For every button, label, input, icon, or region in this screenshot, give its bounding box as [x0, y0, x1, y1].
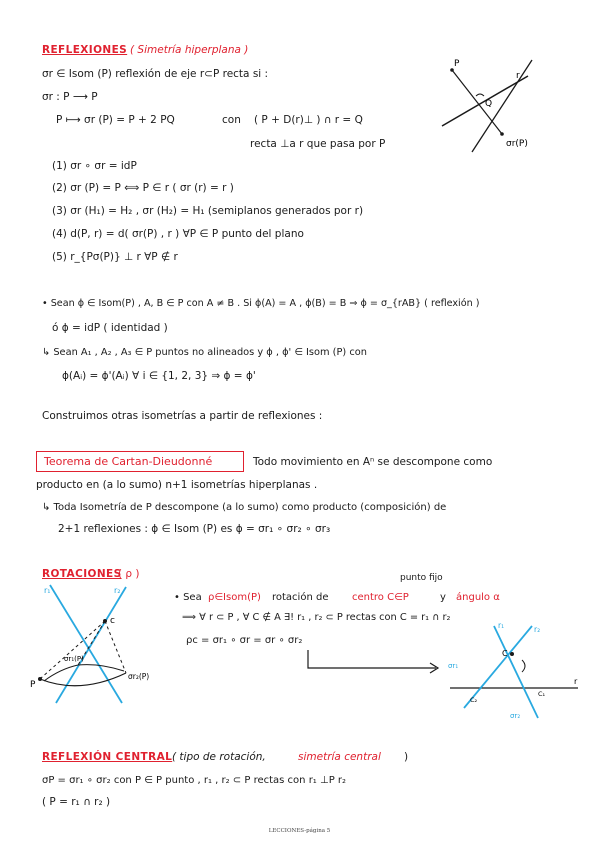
fig2-r: r — [574, 677, 578, 686]
central-paren-a: ( tipo de rotación, — [172, 751, 266, 763]
cartan-title: Teorema de Cartan-Dieudonné — [44, 455, 213, 468]
fig2-c2: C₂ — [470, 696, 478, 704]
prop-1: (1) σr ∘ σr = idP — [52, 160, 137, 172]
rot-line-1f: ángulo α — [456, 592, 500, 603]
fig2-s1: σr₁ — [448, 662, 459, 670]
reflection-figure — [440, 56, 570, 156]
reflexion-map-domain: σr : P ⟶ P — [42, 91, 98, 103]
fig1-s1: σr₁(P) — [64, 655, 84, 663]
fig1-s2: σr₂(P) — [128, 672, 150, 681]
page-footer: LECCIONES-página 5 — [268, 828, 331, 834]
prop-2: (2) σr (P) = P ⟺ P ∈ r ( σr (r) = r ) — [52, 182, 234, 194]
fig-p-label: P — [454, 59, 460, 69]
rot-line-2: ⟹ ∀ r ⊂ P , ∀ C ∉ A ∃! r₁ , r₂ ⊂ P rectas con C = r₁ ∩ r₂ — [182, 612, 451, 623]
central-line-1: σP = σr₁ ∘ σr₂ con P ∈ P punto , r₁ , r₂ ⊂ P rectas con r₁ ⊥P r₂ — [42, 775, 347, 786]
rot-line-1c: rotación de — [272, 592, 329, 603]
cartan-line-3: ↳ Toda Isometría de P descompone (a lo sumo) como producto (composición) de — [42, 502, 447, 513]
prop-3: (3) σr (H₁) = H₂ , σr (H₂) = H₁ (semiplanos generados por r) — [52, 205, 364, 217]
q-formula: ( P + D(r)⊥ ) ∩ r = Q — [254, 114, 363, 126]
rot-line-1d: centro C∈P — [352, 592, 409, 603]
central-title: REFLEXIÓN CENTRAL — [42, 751, 173, 763]
cartan-line-2: producto en (a lo sumo) n+1 isometrías hiperplanas . — [36, 479, 318, 491]
cases-line-3: ↳ Sean A₁ , A₂ , A₃ ∈ P puntos no alineados y ϕ , ϕ' ∈ Isom (P) con — [42, 347, 367, 358]
rot-line-1b: ρ∈Isom(P) — [208, 592, 261, 603]
rotation-figure-left — [30, 585, 180, 715]
rotaciones-title: ROTACIONES — [42, 568, 122, 580]
rot-line-1a: • Sea — [174, 592, 202, 603]
fig-sp-label: σr(P) — [506, 139, 528, 149]
fig-q-label: Q — [485, 99, 493, 109]
reflexiones-subtitle: ( Simetría hiperplana ) — [130, 44, 249, 56]
central-line-2: ( P = r₁ ∩ r₂ ) — [42, 796, 111, 808]
central-paren-c: ) — [404, 751, 409, 763]
fig2-s2: σr₂ — [510, 712, 521, 720]
fixed-point-note: punto fijo — [400, 573, 443, 583]
fig2-r2: r₂ — [534, 625, 541, 634]
cases-line-2: ó ϕ = idP ( identidad ) — [52, 322, 168, 334]
reflexion-con: con — [222, 114, 241, 126]
central-paren-b: simetría central — [298, 751, 381, 763]
reflexion-definition: σr ∈ Isom (P) reflexión de eje r⊂P recta si : — [42, 68, 269, 80]
fig2-c: C — [502, 649, 508, 658]
transition-arrow — [306, 646, 446, 676]
rotaciones-symbol: ( ρ ) — [118, 568, 140, 580]
reflexiones-title: REFLEXIONES — [42, 44, 128, 56]
fig2-c1: C₁ — [538, 690, 546, 698]
prop-4: (4) d(P, r) = d( σr(P) , r ) ∀P ∈ P punto del plano — [52, 228, 304, 240]
rot-line-1e: y — [440, 592, 446, 603]
fig1-r2: r₂ — [114, 586, 121, 595]
rot-line-3: ρc = σr₁ ∘ σr = σr ∘ σr₂ — [186, 635, 303, 646]
fig1-p: P — [30, 680, 36, 690]
construct-line: Construimos otras isometrías a partir de reflexiones : — [42, 410, 323, 422]
rotation-figure-right — [446, 622, 586, 722]
fig2-r1: r₁ — [498, 621, 505, 630]
cartan-line-4: 2+1 reflexiones : ϕ ∈ Isom (P) es ϕ = σr₁ ∘ σr₂ ∘ σr₃ — [58, 523, 331, 535]
fig1-r1: r₁ — [44, 586, 51, 595]
prop-5: (5) r_{Pσ(P)} ⊥ r ∀P ∉ r — [52, 251, 178, 263]
reflexion-map-rule: P ⟼ σr (P) = P + 2 PQ — [56, 114, 175, 126]
q-note: recta ⊥a r que pasa por P — [250, 138, 386, 150]
cartan-line-1: Todo movimiento en Aⁿ se descompone como — [253, 456, 493, 468]
cases-line-1: • Sean ϕ ∈ Isom(P) , A, B ∈ P con A ≠ B . Si ϕ(A) = A , ϕ(B) = B ⇒ ϕ = σ_{rAB} ( reflexión ) — [42, 298, 480, 309]
fig1-c: c — [110, 616, 115, 626]
fig-r-label: r — [516, 71, 520, 81]
cases-line-4: ϕ(Aᵢ) = ϕ'(Aᵢ) ∀ i ∈ {1, 2, 3} ⇒ ϕ = ϕ' — [62, 370, 256, 382]
